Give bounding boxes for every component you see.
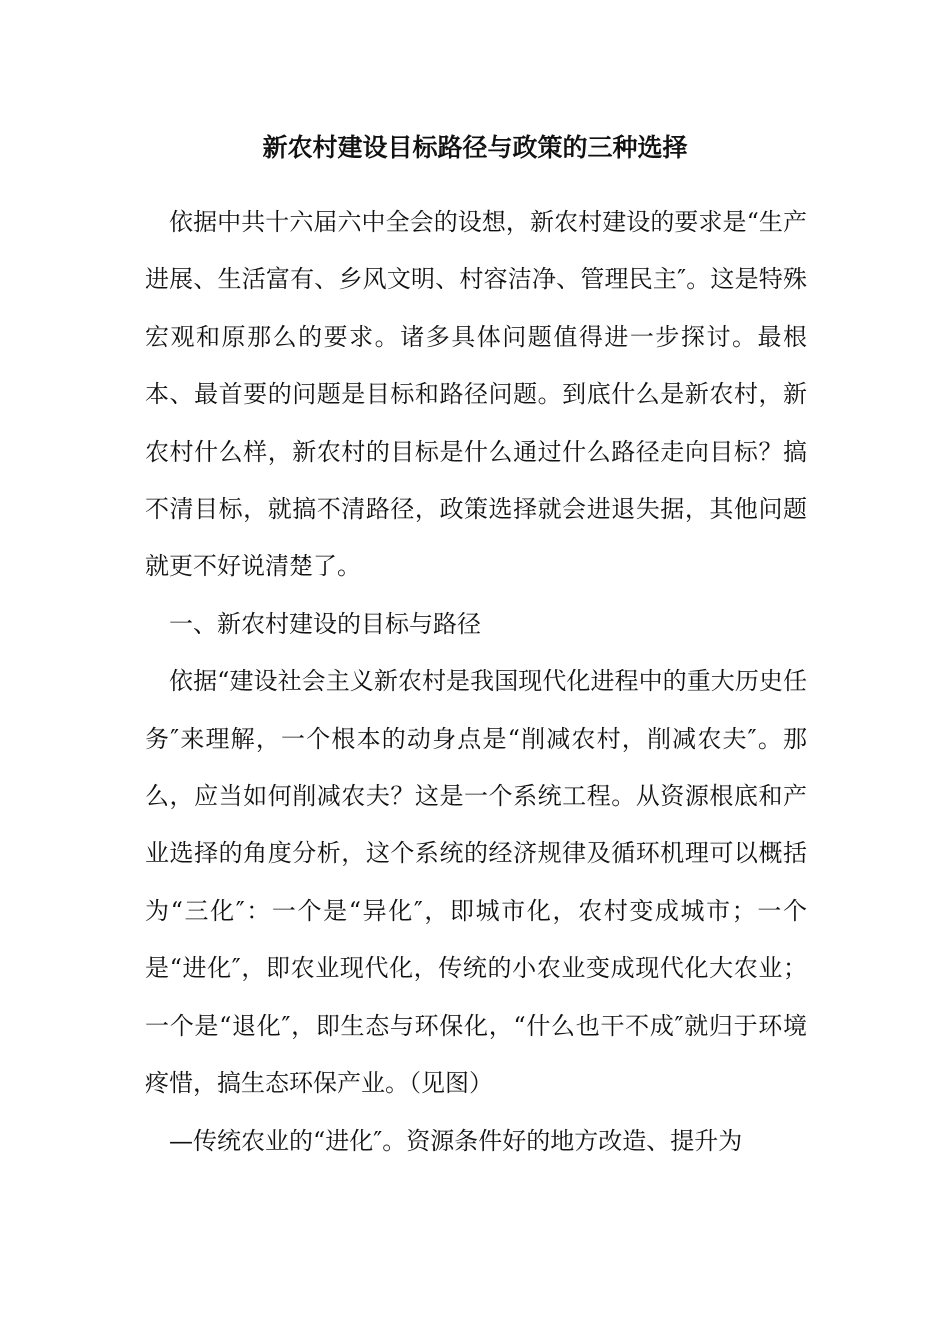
paragraph-three-transformations: 依据“建设社会主义新农村是我国现代化进程中的重大历史任务″来理解，一个根本的动身点是“削减农村，削减农夫″。那么，应当如何削减农夫？这是一个系统工程。从资源根底和产业选择的角度分析，这个系统的经济规律及循环机理可以概括为“三化″：一个是“异化″，即城市化，农村变成城市；一个是“进化″，即农业现代化，传统的小农业变成现代化大农业；一个是“退化″，即生态与环保化，“什么也干不成″就归于环境疼惜，搞生态环保产业。（见图） xyxy=(145,667,807,1098)
paragraph-intro: 依据中共十六届六中全会的设想，新农村建设的要求是“生产进展、生活富有、乡风文明、村容洁净、管理民主″。这是特殊宏观和原那么的要求。诸多具体问题值得进一步探讨。最根本、最首要的问题是目标和路径问题。到底什么是新农村，新农村什么样，新农村的目标是什么通过什么路径走向目标？搞不清目标，就搞不清路径，政策选择就会进退失据，其他问题就更不好说清楚了。 xyxy=(145,208,807,581)
paragraph-evolution: —传统农业的“进化″。资源条件好的地方改造、提升为 xyxy=(169,1126,743,1155)
section-heading: 一、新农村建设的目标与路径 xyxy=(169,609,481,638)
document-body xyxy=(145,194,807,1170)
document-title: 新农村建设目标路径与政策的三种选择 xyxy=(262,133,688,162)
